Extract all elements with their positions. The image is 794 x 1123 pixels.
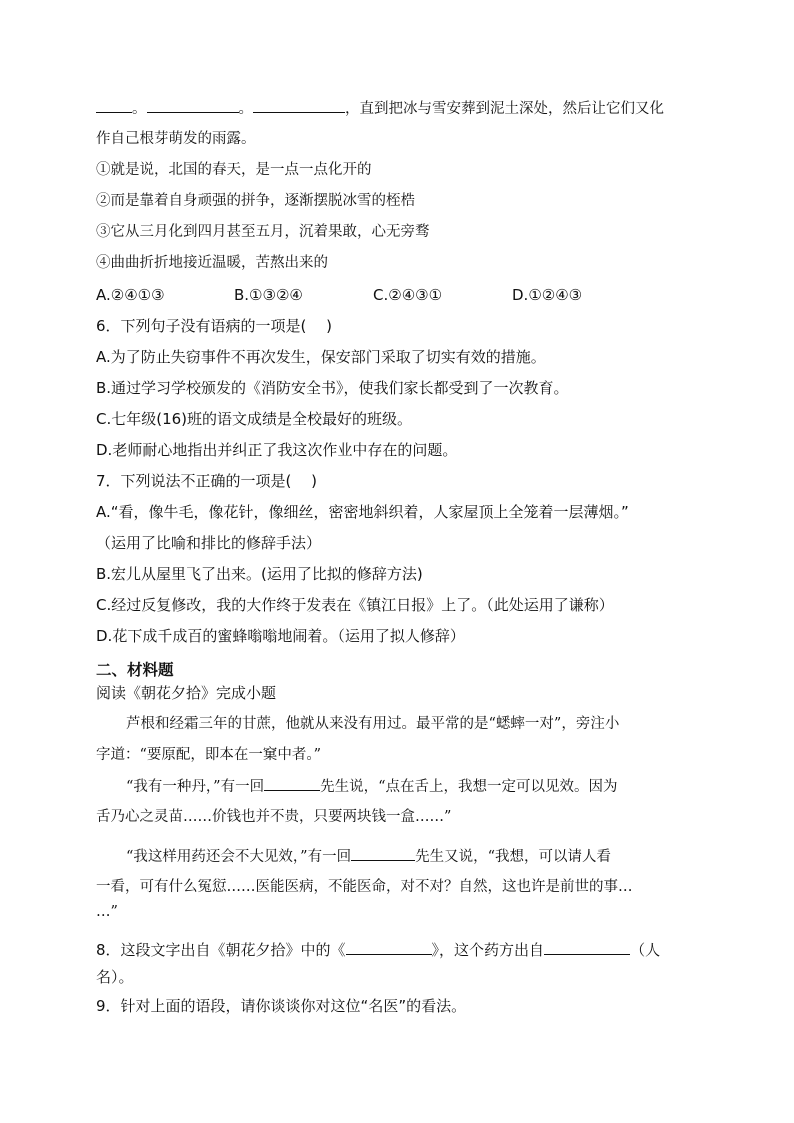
answer-blank[interactable] <box>544 940 630 955</box>
q9-stem: 9．针对上面的语段，请你谈谈你对这位“名医”的看法。 <box>96 997 467 1015</box>
q6-option-b[interactable]: B.通过学习学校颁发的《消防安全书》，使我们家长都受到了一次教育。 <box>96 379 569 397</box>
q5-options <box>96 285 582 305</box>
passage-line: 芦根和经霜三年的甘蔗，他就从来没有用过。最平常的是“蟋蟀一对”，旁注小 <box>126 716 620 732</box>
q5-option-c[interactable]: C.②④③① <box>373 286 443 304</box>
passage-line: “我有一种丹，”有一回 先生说，“点在舌上，我想一定可以见效。因为 <box>96 776 618 797</box>
passage-line: 字道：“要原配，即本在一窠中者。” <box>96 747 322 763</box>
q7-option-b[interactable]: B.宏儿从屋里飞了出来。(运用了比拟的修辞方法) <box>96 565 423 583</box>
passage-line: 一看，可有什么冤愆……医能医病，不能医命，对不对？自然，这也许是前世的事… <box>96 879 633 895</box>
q6-stem: 6．下列句子没有语病的一项是( ) <box>96 317 333 335</box>
q8-stem-line2: 名）。 <box>96 968 134 986</box>
answer-blank[interactable] <box>147 98 239 113</box>
q7-option-d[interactable]: D.花下成千成百的蜜蜂嗡嗡地闹着。（运用了拟人修辞） <box>96 627 465 645</box>
q6-option-d[interactable]: D.老师耐心地指出并纠正了我这次作业中存在的问题。 <box>96 441 458 459</box>
q5-option-d[interactable]: D.①②④③ <box>512 286 583 304</box>
q6-option-c[interactable]: C.七年级(16)班的语文成绩是全校最好的班级。 <box>96 410 413 428</box>
q5-option-a[interactable]: A.②④①③ <box>96 286 165 304</box>
q5-item: ③它从三月化到四月甚至五月，沉着果敢，心无旁骛 <box>96 224 430 240</box>
q7-option-c[interactable]: C.经过反复修改，我的大作终于发表在《镇江日报》上了。（此处运用了谦称） <box>96 596 614 614</box>
q5-item: ①就是说，北国的春天，是一点一点化开的 <box>96 162 372 178</box>
q5-text: ，直到把冰与雪安葬到泥土深处，然后让它们又化 <box>345 101 664 117</box>
q6-option-a[interactable]: A.为了防止失窃事件不再次发生，保安部门采取了切实有效的措施。 <box>96 348 546 366</box>
answer-blank[interactable] <box>346 940 432 955</box>
answer-blank[interactable] <box>351 846 415 861</box>
answer-blank[interactable] <box>253 98 345 113</box>
q5-sentence-line1 <box>96 98 664 119</box>
answer-blank[interactable] <box>264 776 320 791</box>
q5-item: ④曲曲折折地接近温暖，苦熬出来的 <box>96 255 328 271</box>
section-heading: 二、材料题 <box>96 661 174 679</box>
q5-sentence-line2: 作自己根芽萌发的雨露。 <box>96 131 256 147</box>
q5-item: ②而是靠着自身顽强的拼争，逐渐摆脱冰雪的桎梏 <box>96 193 415 209</box>
q5-option-b[interactable]: B.①③②④ <box>234 286 303 304</box>
q8-stem-line1: 8．这段文字出自《朝花夕拾》中的《 》，这个药方出自 （人 <box>96 941 661 959</box>
passage-line: 舌乃心之灵苗……价钱也并不贵，只要两块钱一盒……” <box>96 809 452 825</box>
section-intro: 阅读《朝花夕拾》完成小题 <box>96 684 277 702</box>
q5-text: 。 <box>132 101 147 117</box>
passage-line: “我这样用药还会不大见效，”有一回 先生又说，“我想，可以请人看 <box>96 846 611 867</box>
answer-blank[interactable] <box>96 98 132 113</box>
q7-stem: 7．下列说法不正确的一项是( ) <box>96 472 318 490</box>
passage-line: …” <box>96 904 118 920</box>
q5-text: 。 <box>238 101 253 117</box>
q7-option-a-note: （运用了比喻和排比的修辞手法） <box>96 534 322 552</box>
q7-option-a[interactable]: A.“看，像牛毛，像花针，像细丝，密密地斜织着，人家屋顶上全笼着一层薄烟。” <box>96 503 629 521</box>
